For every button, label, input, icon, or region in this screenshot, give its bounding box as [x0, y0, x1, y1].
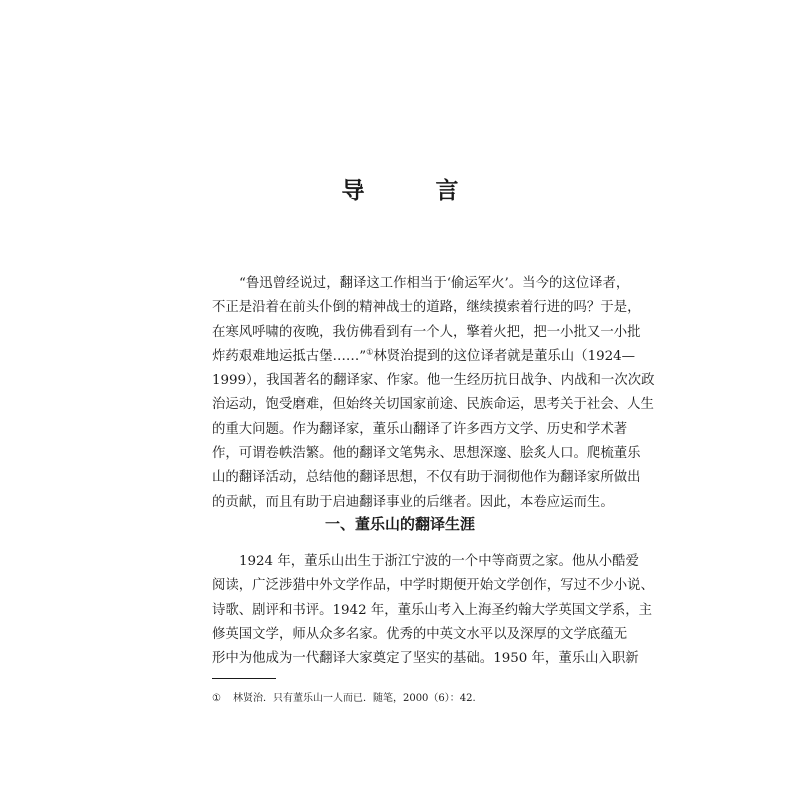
- footnote-mark: ①: [212, 693, 221, 704]
- footnote-divider: [212, 678, 276, 679]
- text-line: 1924 年，董乐山出生于浙江宁波的一个中等商贾之家。他从小酷爱: [239, 554, 639, 569]
- section-heading: 一、董乐山的翻译生涯: [324, 515, 475, 533]
- text-line: “鲁迅曾经说过，翻译这工作相当于‘偷运军火’。当今的这位译者，: [239, 276, 630, 291]
- text-line: 治运动，饱受磨难，但始终关切国家前途、民族命运，思考关于社会、人生: [212, 397, 654, 413]
- text-line: 山的翻译活动，总结他的翻译思想，不仅有助于洞彻他作为翻译家所做出: [212, 470, 641, 486]
- intro-paragraph: [212, 272, 655, 515]
- text-line: 不正是沿着在前头仆倒的精神战士的道路，继续摸索着行进的吗？于是，: [212, 300, 641, 316]
- text-line: 阅读，广泛涉猎中外文学作品，中学时期便开始文学创作，写过不少小说、: [212, 578, 654, 594]
- text-line: 1999），我国著名的翻译家、作家。他一生经历抗日战争、内战和一次次政: [212, 373, 655, 389]
- page-title: 导 言: [341, 178, 483, 204]
- text-line-start: 炸药艰难地运抵古堡……”: [212, 348, 367, 364]
- text-line: 的重大问题。作为翻译家，董乐山翻译了许多西方文学、历史和学术著: [212, 421, 628, 437]
- text-line: [212, 345, 636, 369]
- text-line: 修英国文学，师从众多名家。优秀的中英文水平以及深厚的文学底蕴无: [212, 626, 628, 642]
- text-line: 的贡献，而且有助于启迪翻译事业的后继者。因此，本卷应运而生。: [212, 494, 614, 510]
- text-line-end: 林贤治提到的这位译者就是董乐山（1924—: [373, 348, 636, 364]
- text-line: 形中为他成为一代翻译大家奠定了坚实的基础。1950 年，董乐山入职新: [212, 651, 639, 667]
- footnote-text: 林贤治．只有董乐山一人而已．随笔，2000（6）：42.: [232, 693, 476, 704]
- section-paragraph: [212, 550, 654, 671]
- footnote-reference[interactable]: ①: [366, 347, 374, 357]
- text-line: 作，可谓卷帙浩繁。他的翻译文笔隽永、思想深邃、脍炙人口。爬梳董乐: [212, 446, 641, 462]
- footnote: [212, 692, 602, 706]
- text-line: 在寒风呼啸的夜晚，我仿佛看到有一个人，擎着火把，把一小批又一小批: [212, 324, 641, 340]
- text-line: 诗歌、剧评和书评。1942 年，董乐山考入上海圣约翰大学英国文学系，主: [212, 602, 653, 618]
